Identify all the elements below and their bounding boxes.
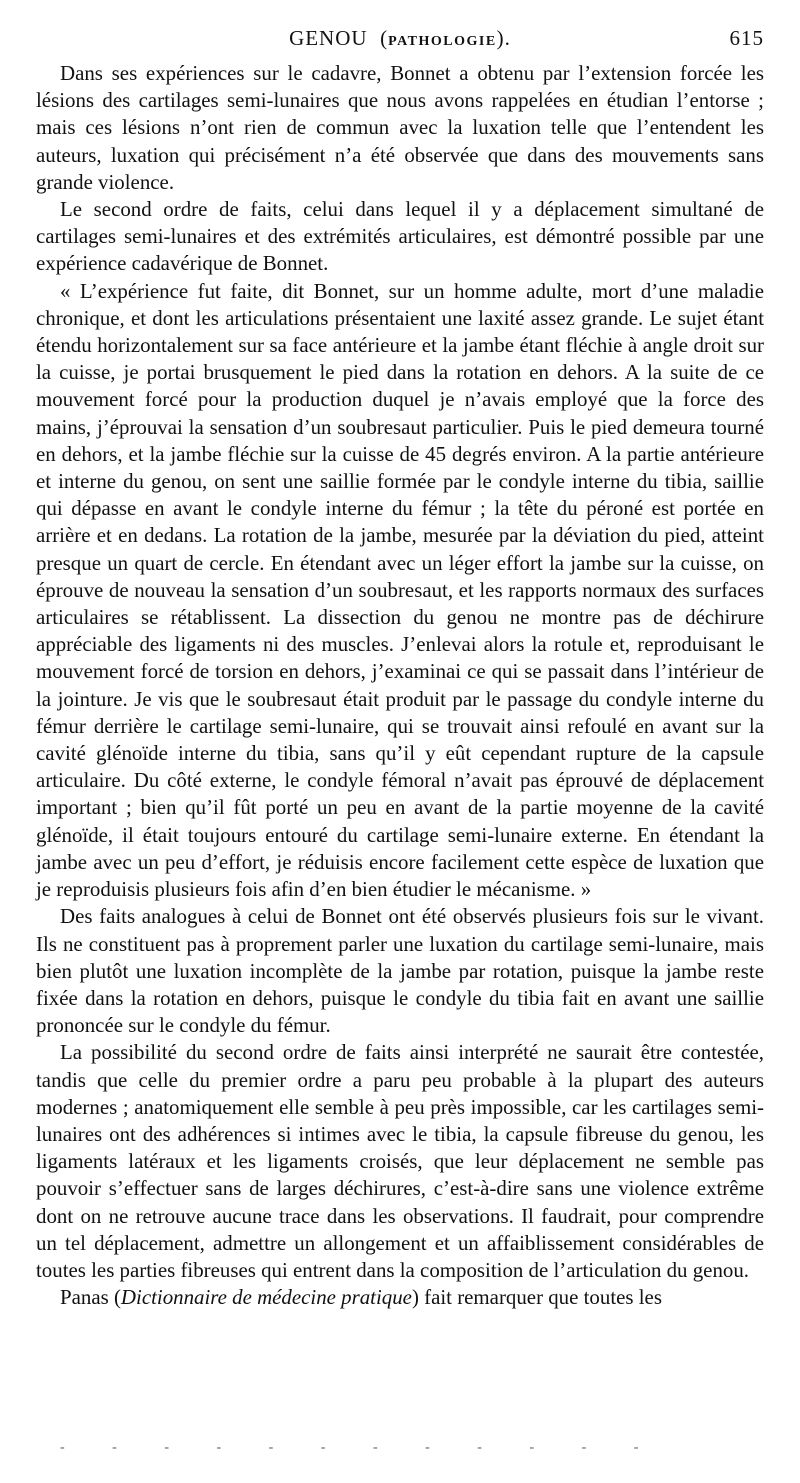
paragraph-last <box>36 1284 764 1311</box>
running-head <box>36 26 764 60</box>
print-marks: - - - - - - - - - - - - <box>60 1440 661 1455</box>
body-text <box>36 60 764 1311</box>
paragraph-tail: ) fait remarquer que toutes les <box>411 1285 662 1310</box>
paragraph: La possibilité du second ordre de faits ainsi interprété ne saurait être contestée, tandis que celle du premier ordre a paru peu probable à la plupart des auteurs modernes ; anatomiquement elle semble à peu près impossible, car les cartilages semi-lunaires ont des adhérences si intimes avec le tibia, la capsule fibreuse du genou, les ligaments latéraux et les ligaments croisés, que leur déplacement ne semble pas pouvoir s’effectuer sans de larges déchirures, c’est-à-dire sans une violence extrême dont on ne retrouve aucune trace dans les observations. Il faudrait, pour comprendre un tel déplacement, admettre un allongement et un affaiblissement considérables de toutes les parties fibreuses qui entrent dans la composition de l’articulation du genou. <box>36 1040 764 1282</box>
paragraph-lead: Panas ( <box>60 1285 121 1310</box>
running-title-section: PATHOLOGIE <box>388 34 497 49</box>
paragraph: Dans ses expériences sur le cadavre, Bonnet a obtenu par l’extension forcée les lésions des cartilages semi-lunaires que nous avons rappelées en étudian l’entorse ; mais ces lésions n’ont rien de commun avec la luxation telle que l’entendent les auteurs, luxation qui précisément n’a été observée que dans des mouvements sans grande violence. <box>36 61 764 194</box>
paragraph: Des faits analogues à celui de Bonnet ont été observés plusieurs fois sur le vivant. Ils ne constituent pas à proprement parler une luxation du cartilage semi-lunaire, mais bien plutôt une luxation incomplète de la jambe par rotation, puisque la jambe reste fixée dans la rotation en dehors, puisque le condyle du tibia fait en avant une saillie prononcée sur le condyle du fémur. <box>36 904 764 1038</box>
page-number: 615 <box>729 26 764 50</box>
paragraph: Le second ordre de faits, celui dans lequel il y a déplacement simultané de cartilages semi-lunaires et des extrémités articulaires, est démontré possible par une expérience cadavérique de Bonnet. <box>36 197 764 276</box>
cited-work-title: Dictionnaire de médecine pratique <box>120 1285 412 1310</box>
paragraph: « L’expérience fut faite, dit Bonnet, sur un homme adulte, mort d’une maladie chronique, et dont les articulations présentaient une laxité assez grande. Le sujet étant étendu horizontalement sur sa face antérieure et la jambe étant fléchie à angle droit sur la cuisse, je portai brusquement le pied dans la rotation en dehors. A la suite de ce mouvement forcé pour la production duquel je n’avais employé que la force des mains, j’éprouvai la sensation d’un soubresaut particulier. Puis le pied demeura tourné en dehors, et la jambe fléchie sur la cuisse de 45 degrés environ. A la partie antérieure et interne du genou, on sent une saillie formée par le condyle interne du tibia, saillie qui dépasse en avant le condyle interne du fémur ; la tête du péroné est portée en arrière et en dedans. La rotation de la jambe, mesurée par la déviation du pied, atteint presque un quart de cercle. En étendant avec un léger effort la jambe sur la cuisse, on éprouve de nouveau la sensation d’un soubresaut, et les rapports normaux des surfaces articulaires se rétablissent. La dissection du genou ne montre pas de déchirure appréciable des ligaments ni des muscles. J’enlevai alors la rotule et, reproduisant le mouvement forcé de torsion en dehors, j’examinai ce qui se passait dans l’intérieur de la jointure. Je vis que le soubresaut était produit par le passage du condyle interne du fémur derrière le cartilage semi-lunaire, qui se trouvait ainsi refoulé en avant sur la cavité glénoïde interne du tibia, sans qu’il y eût cependant rupture de la capsule articulaire. Du côté externe, le condyle fémoral n’avait pas éprouvé de déplacement important ; bien qu’il fût porté un peu en avant de la partie moyenne de la cavité glénoïde, il était toujours entouré du cartilage semi-lunaire externe. En étendant la jambe avec un peu d’effort, je réduisis encore facilement cette espèce de luxation que je reproduisis plusieurs fois afin d’en bien étudier le mécanisme. » <box>36 278 764 902</box>
running-title: GENOU (PATHOLOGIE). <box>289 26 511 50</box>
running-title-main: GENOU <box>289 26 368 50</box>
